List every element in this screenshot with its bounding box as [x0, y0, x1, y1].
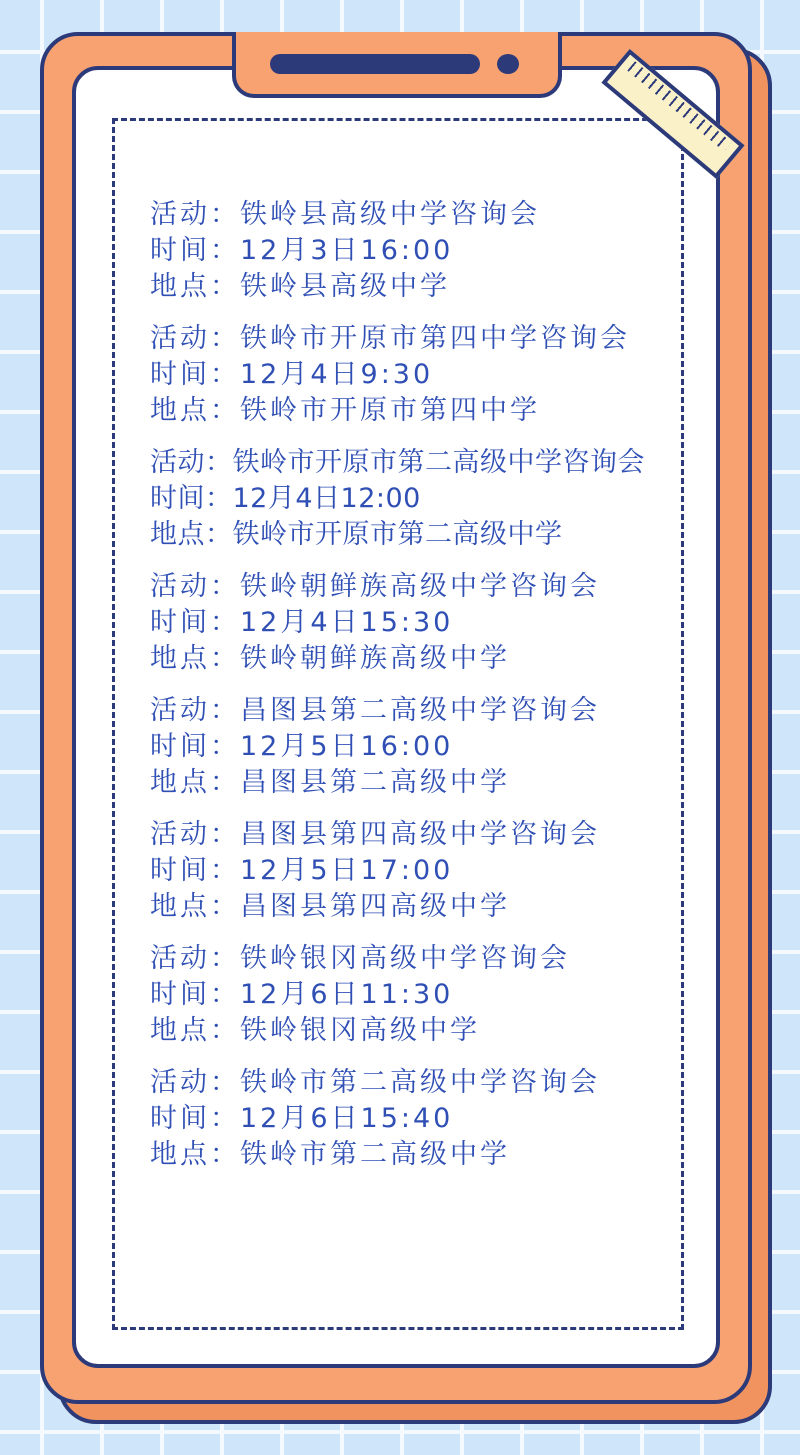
event-item — [150, 1065, 690, 1173]
event-location: 地点：铁岭市开原市第二高级中学 — [150, 519, 563, 550]
event-time: 时间：12月3日16:00 — [150, 235, 454, 266]
event-item — [150, 817, 690, 925]
event-activity: 活动：铁岭市开原市第二高级中学咨询会 — [150, 447, 645, 478]
event-location: 地点：铁岭银冈高级中学 — [150, 1015, 480, 1046]
event-activity: 活动：昌图县第四高级中学咨询会 — [150, 819, 600, 850]
event-time: 时间：12月4日12:00 — [150, 483, 421, 514]
event-time: 时间：12月4日15:30 — [150, 607, 454, 638]
event-location: 地点：铁岭市开原市第四中学 — [150, 395, 540, 426]
event-location: 地点：铁岭朝鲜族高级中学 — [150, 643, 510, 674]
event-activity: 活动：铁岭市开原市第四中学咨询会 — [150, 323, 630, 354]
event-time: 时间：12月5日16:00 — [150, 731, 454, 762]
event-location: 地点：昌图县第四高级中学 — [150, 891, 510, 922]
event-time: 时间：12月6日15:40 — [150, 1103, 454, 1134]
event-time: 时间：12月6日11:30 — [150, 979, 454, 1010]
event-activity: 活动：铁岭县高级中学咨询会 — [150, 199, 540, 230]
event-item — [150, 321, 690, 429]
event-location: 地点：昌图县第二高级中学 — [150, 767, 510, 798]
event-item — [150, 197, 690, 305]
event-item — [150, 693, 690, 801]
camera-dot — [497, 54, 519, 74]
event-activity: 活动：铁岭朝鲜族高级中学咨询会 — [150, 571, 600, 602]
event-activity: 活动：昌图县第二高级中学咨询会 — [150, 695, 600, 726]
event-item — [150, 445, 690, 553]
event-activity: 活动：铁岭市第二高级中学咨询会 — [150, 1067, 600, 1098]
event-time: 时间：12月4日9:30 — [150, 359, 434, 390]
event-location: 地点：铁岭县高级中学 — [150, 271, 450, 302]
event-item — [150, 941, 690, 1049]
speaker-slot — [270, 54, 480, 74]
event-time: 时间：12月5日17:00 — [150, 855, 454, 886]
event-location: 地点：铁岭市第二高级中学 — [150, 1139, 510, 1170]
event-activity: 活动：铁岭银冈高级中学咨询会 — [150, 943, 570, 974]
event-item — [150, 569, 690, 677]
event-list — [150, 197, 690, 1189]
